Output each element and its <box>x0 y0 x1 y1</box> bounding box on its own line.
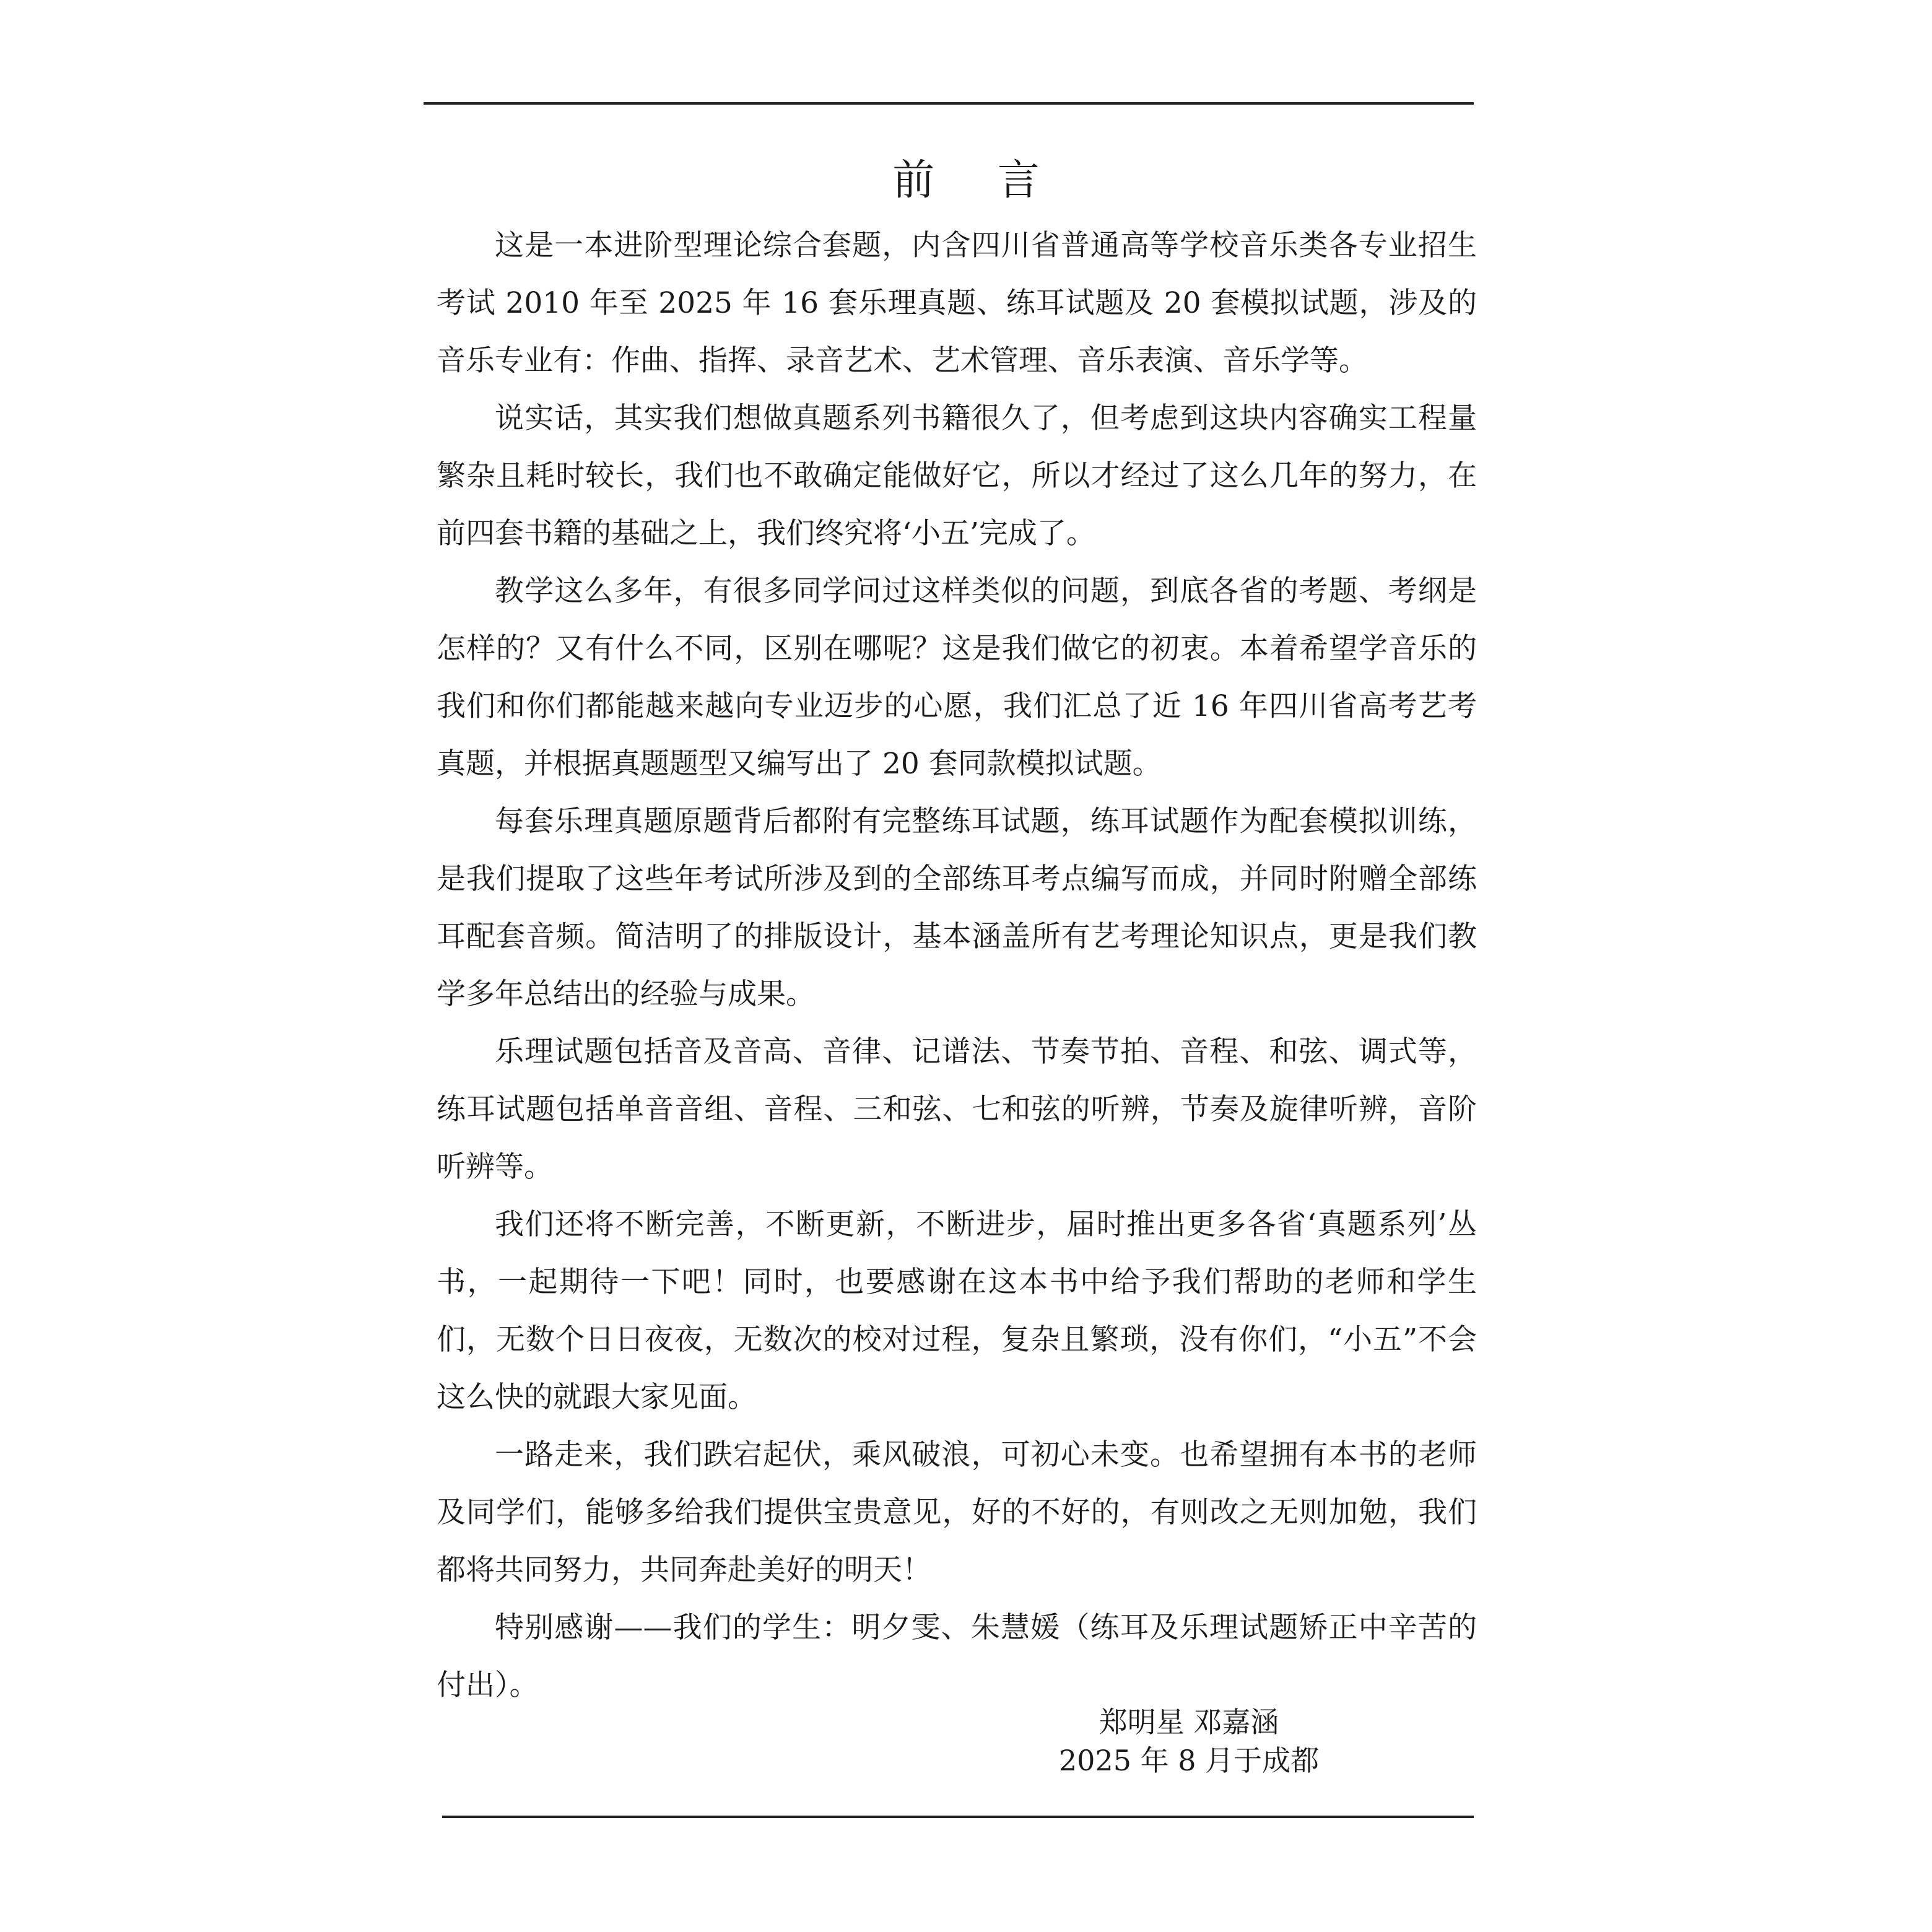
paragraph: 特别感谢——我们的学生：明夕雯、朱慧媛（练耳及乐理试题矫正中辛苦的付出）。 <box>437 1611 1477 1702</box>
signature-date-place: 2025 年 8 月于成都 <box>1058 1744 1320 1777</box>
paragraph: 乐理试题包括音及音高、音律、记谱法、节奏节拍、音程、和弦、调式等，练耳试题包括单音音组、音程、三和弦、七和弦的听辨，节奏及旋律听辨，音阶听辨等。 <box>437 1035 1477 1184</box>
paragraph: 这是一本进阶型理论综合套题，内含四川省普通高等学校音乐类各专业招生考试 2010 年至 2025 年 16 套乐理真题、练耳试题及 20 套模拟试题，涉及的音乐专业有：作曲、指挥、录音艺术、艺术管理、音乐表演、音乐学等。 <box>437 228 1477 378</box>
bottom-rule <box>442 1816 1474 1818</box>
preface-body <box>437 217 1477 1714</box>
paragraph: 一路走来，我们跌宕起伏，乘风破浪，可初心未变。也希望拥有本书的老师及同学们，能够多给我们提供宝贵意见，好的不好的，有则改之无则加勉，我们都将共同努力，共同奔赴美好的明天！ <box>437 1438 1477 1587</box>
page-title: 前 言 <box>892 156 1064 205</box>
paragraph: 说实话，其实我们想做真题系列书籍很久了，但考虑到这块内容确实工程量繁杂且耗时较长，我们也不敢确定能做好它，所以才经过了这么几年的努力，在前四套书籍的基础之上，我们终究将‘小五’完成了。 <box>437 401 1477 550</box>
paragraph: 我们还将不断完善，不断更新，不断进步，届时推出更多各省‘真题系列’丛书，一起期待一下吧！同时，也要感谢在这本书中给予我们帮助的老师和学生们，无数个日日夜夜，无数次的校对过程，复杂且繁琐，没有你们，“小五”不会这么快的就跟大家见面。 <box>437 1208 1477 1414</box>
signature-block <box>1053 1703 1325 1780</box>
paragraph: 每套乐理真题原题背后都附有完整练耳试题，练耳试题作为配套模拟训练，是我们提取了这些年考试所涉及到的全部练耳考点编写而成，并同时附赠全部练耳配套音频。简洁明了的排版设计，基本涵盖所有艺考理论知识点，更是我们教学多年总结出的经验与成果。 <box>437 804 1477 1011</box>
top-rule <box>424 102 1474 105</box>
paragraph: 教学这么多年，有很多同学问过这样类似的问题，到底各省的考题、考纲是怎样的？又有什么不同，区别在哪呢？这是我们做它的初衷。本着希望学音乐的我们和你们都能越来越向专业迈步的心愿，我们汇总了近 16 年四川省高考艺考真题，并根据真题题型又编写出了 20 套同款模拟试题。 <box>437 574 1477 781</box>
signature-authors: 郑明星 邓嘉涵 <box>1099 1705 1279 1739</box>
